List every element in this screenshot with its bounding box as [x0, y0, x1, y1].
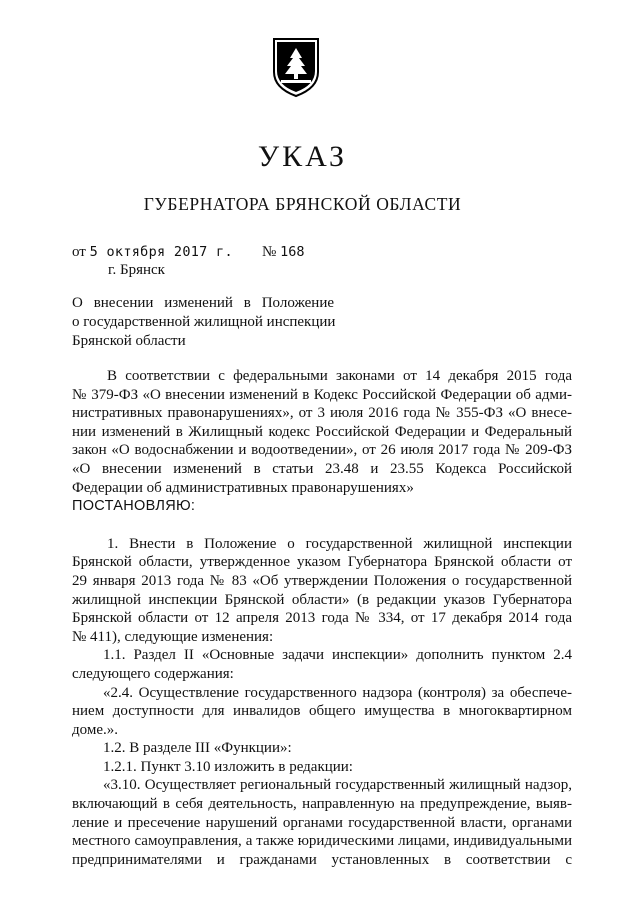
decree-number: [262, 244, 304, 261]
item-1-line: жилищной инспекции Брянской области» (в редакции указов Губернатора: [72, 591, 572, 608]
item-1-2-1-line: 1.2.1. Пункт 3.10 изложить в редакции:: [103, 758, 353, 775]
preamble-line: нии изменений в Жилищный кодекс Российской Федерации и Федеральный: [72, 423, 572, 440]
quote-3-10-line: местного самоуправления, а также юридическими лицами, индивидуальными: [72, 833, 572, 850]
quote-3-10-line: ление и пресечение нарушений органами государственной власти, органами: [72, 814, 572, 831]
preamble-line: № 379-ФЗ «О внесении изменений в Кодекс Российской Федерации об адми-: [72, 386, 572, 403]
preamble-line: закон «О водоснабжении и водоотведении», от 26 июля 2017 года № 209-ФЗ: [72, 442, 572, 459]
number-prefix: №: [262, 244, 277, 260]
item-1-line: Брянской области от 12 апреля 2013 года № 334, от 17 декабря 2014 года: [72, 610, 572, 627]
date-value: 5 октября 2017 г.: [89, 244, 233, 260]
decree-subject: [72, 294, 334, 351]
item-1-line: № 411), следующие изменения:: [72, 628, 274, 645]
decree-body: [72, 367, 572, 869]
date-prefix: от: [72, 244, 86, 260]
preamble-line: Федерации об административных правонарушениях»: [72, 479, 414, 496]
subject-line: о государственной жилищной инспекции: [72, 314, 336, 330]
item-1-2-line: 1.2. В разделе III «Функции»:: [103, 740, 292, 757]
item-1-1-line: 1.1. Раздел II «Основные задачи инспекции» дополнить пунктом 2.4: [103, 647, 572, 664]
quote-2-4-line: нием доступности для инвалидов общего имущества в многоквартирном: [72, 703, 572, 720]
item-1-1-line: следующего содержания:: [72, 665, 234, 682]
subject-line: Брянской области: [72, 333, 186, 349]
decree-date: [72, 244, 233, 261]
subject-line: О внесении изменений в Положение: [72, 295, 334, 311]
item-1-line: 1. Внести в Положение о государственной жилищной инспекции: [107, 535, 572, 552]
quote-3-10-line: предпринимателями и гражданами установленных в соответствии с: [72, 851, 572, 868]
document-title: УКАЗ: [257, 140, 348, 173]
document-subtitle: ГУБЕРНАТОРА БРЯНСКОЙ ОБЛАСТИ: [143, 194, 462, 214]
quote-3-10-line: включающий в себя деятельность, направленную на предупреждение, выяв-: [72, 796, 572, 813]
quote-3-10-line: «3.10. Осуществляет региональный государственный жилищный надзор,: [103, 777, 572, 794]
coat-of-arms-emblem: [271, 36, 321, 98]
preamble-line: В соответствии с федеральными законами от 14 декабря 2015 года: [107, 368, 572, 384]
decree-word: ПОСТАНОВЛЯЮ:: [72, 498, 196, 515]
quote-2-4-line: доме.».: [72, 721, 118, 738]
number-value: 168: [280, 244, 305, 260]
quote-2-4-line: «2.4. Осуществление государственного надзора (контроля) за обеспече-: [103, 684, 572, 701]
preamble-line: «О внесении изменений в статьи 23.48 и 23.55 Кодекса Российской: [72, 460, 572, 477]
decree-city: г. Брянск: [108, 262, 165, 278]
item-1-line: Брянской области, утвержденное указом Губернатора Брянской области от: [72, 554, 572, 571]
item-1-line: 29 января 2013 года № 83 «Об утверждении Положения о государственной: [72, 572, 572, 589]
preamble-line: нистративных правонарушениях», от 3 июля 2016 года № 355-ФЗ «О внесе-: [72, 405, 572, 422]
